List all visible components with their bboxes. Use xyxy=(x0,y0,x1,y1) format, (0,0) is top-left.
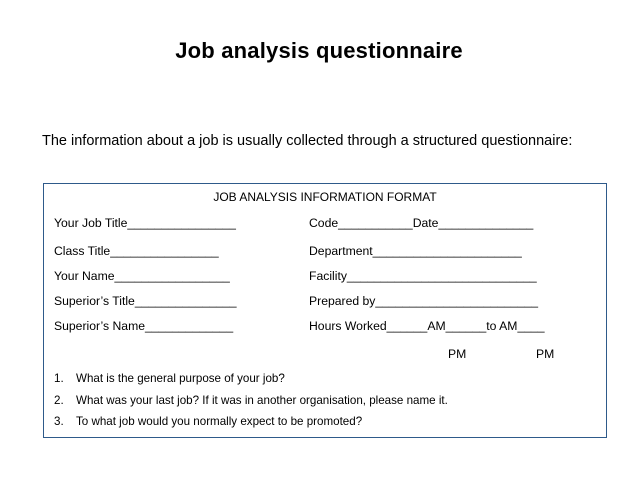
superior-title-field: Superior’s Title_______________ xyxy=(54,294,237,308)
question-text: What is the general purpose of your job? xyxy=(76,372,285,385)
class-title-field: Class Title________________ xyxy=(54,244,219,258)
hours-worked-field: Hours Worked______AM______to AM____ xyxy=(309,319,545,333)
question-number: 2. xyxy=(54,394,64,407)
form-heading: JOB ANALYSIS INFORMATION FORMAT xyxy=(213,190,437,204)
page-title: Job analysis questionnaire xyxy=(175,38,463,63)
question-text: What was your last job? If it was in another organisation, please name it. xyxy=(76,394,448,407)
facility-field: Facility____________________________ xyxy=(309,269,537,283)
code-date-field: Code___________Date______________ xyxy=(309,216,534,230)
question-number: 3. xyxy=(54,415,64,428)
job-analysis-form xyxy=(43,183,607,438)
department-field: Department______________________ xyxy=(309,244,522,258)
question-number: 1. xyxy=(54,372,64,385)
question-text: To what job would you normally expect to be promoted? xyxy=(76,415,363,428)
job-title-field: Your Job Title________________ xyxy=(54,216,236,230)
superior-name-field: Superior’s Name_____________ xyxy=(54,319,234,333)
prepared-by-field: Prepared by________________________ xyxy=(309,294,539,308)
intro-paragraph: The information about a job is usually collected through a structured questionnaire: xyxy=(42,133,573,149)
question-item xyxy=(54,415,362,428)
pm-label-end: PM xyxy=(536,347,555,361)
question-item xyxy=(54,372,285,385)
your-name-field: Your Name_________________ xyxy=(54,269,230,283)
pm-label-start: PM xyxy=(448,347,467,361)
question-item xyxy=(54,394,448,407)
